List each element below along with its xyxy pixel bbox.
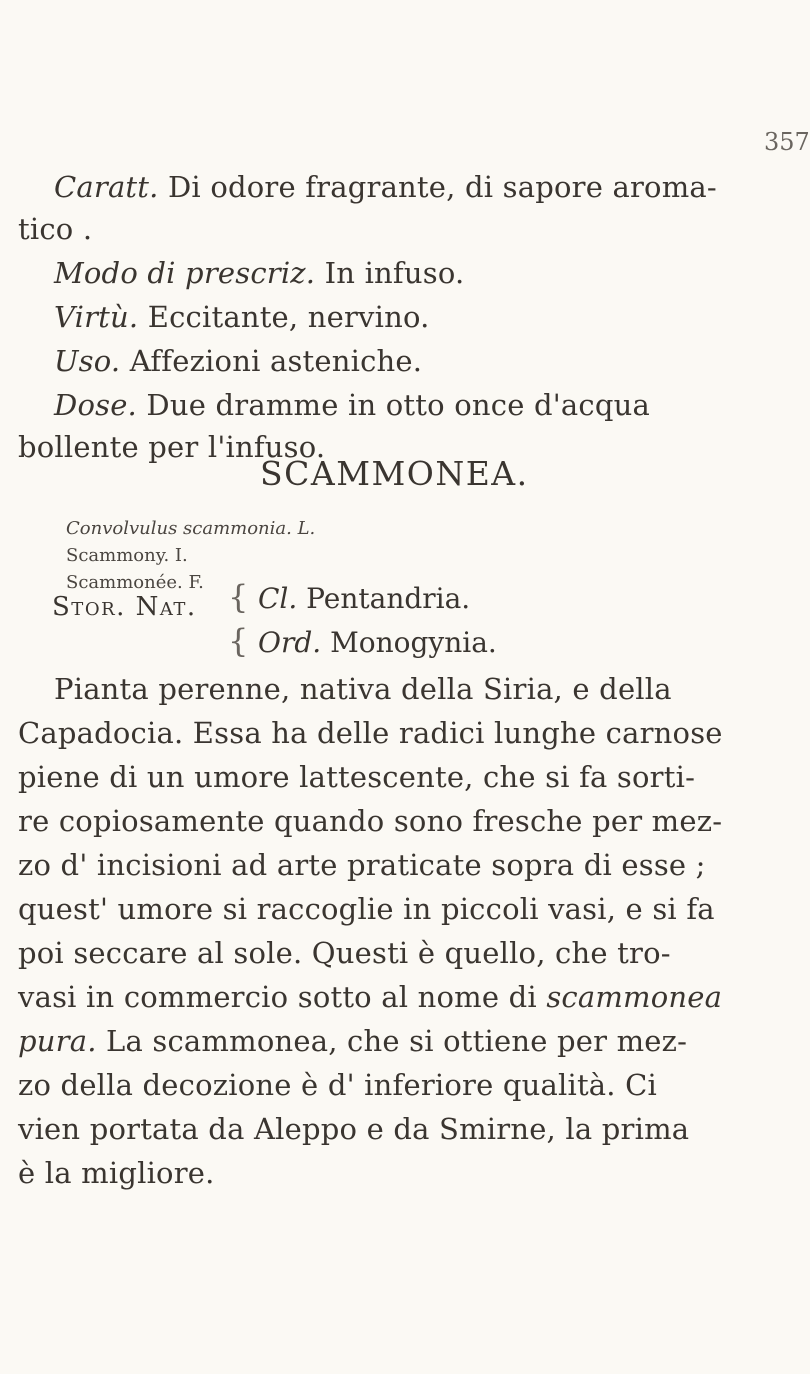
section-title: SCAMMONEA.	[260, 454, 529, 493]
body-line: è la migliore.	[18, 1156, 215, 1190]
modo-line	[54, 256, 464, 290]
virtu-label: Virtù.	[54, 300, 139, 334]
virtu-line	[54, 300, 430, 334]
order-line	[258, 626, 497, 659]
synonym-french: Scammonée. F.	[66, 572, 204, 593]
body-line: Capadocia. Essa ha delle radici lunghe carnose	[18, 716, 723, 750]
stor-nat-label: Stor. Nat.	[52, 592, 197, 622]
body-line: quest' umore si raccoglie in piccoli vasi, e si fa	[18, 892, 715, 926]
page-number: 357	[764, 128, 810, 156]
order-value: Monogynia.	[321, 626, 497, 659]
dose-label: Dose.	[54, 388, 137, 422]
class-line	[258, 582, 470, 615]
body-line: piene di un umore lattescente, che si fa sorti-	[18, 760, 696, 794]
brace-top: {	[228, 578, 249, 616]
body-italic: scammonea	[546, 980, 723, 1014]
synonym-latin: Convolvulus scammonia. L.	[66, 518, 316, 539]
body-text: vasi in commercio sotto al nome di	[18, 980, 547, 1014]
body-line: poi seccare al sole. Questi è quello, che tro-	[18, 936, 671, 970]
body-line: vien portata da Aleppo e da Smirne, la prima	[18, 1112, 690, 1146]
body-line: re copiosamente quando sono fresche per mez-	[18, 804, 723, 838]
class-label: Cl.	[258, 582, 298, 615]
body-text: La scammonea, che si ottiene per mez-	[96, 1024, 688, 1058]
body-line: zo della decozione è d' inferiore qualità. Ci	[18, 1068, 657, 1102]
class-value: Pentandria.	[297, 582, 471, 615]
uso-label: Uso.	[54, 344, 121, 378]
body-line: zo d' incisioni ad arte praticate sopra di esse ;	[18, 848, 706, 882]
body-line: Pianta perenne, nativa della Siria, e della	[54, 672, 672, 706]
dose-cont: bollente per l'infuso.	[18, 430, 326, 464]
dose-line	[54, 388, 650, 422]
caratt-label: Caratt.	[54, 170, 159, 204]
uso-text: Affezioni asteniche.	[120, 344, 423, 378]
modo-label: Modo di prescriz.	[54, 256, 316, 290]
modo-text: In infuso.	[315, 256, 465, 290]
body-line	[18, 980, 722, 1014]
caratt-line	[54, 170, 717, 204]
caratt-cont: tico .	[18, 212, 93, 246]
body-italic: pura.	[18, 1024, 97, 1058]
body-line	[18, 1024, 687, 1058]
order-label: Ord.	[258, 626, 322, 659]
brace-bottom: {	[228, 622, 249, 660]
synonym-english: Scammony. I.	[66, 545, 188, 566]
dose-text: Due dramme in otto once d'acqua	[136, 388, 650, 422]
caratt-text: Di odore fragrante, di sapore aroma-	[158, 170, 717, 204]
uso-line	[54, 344, 422, 378]
virtu-text: Eccitante, nervino.	[138, 300, 430, 334]
